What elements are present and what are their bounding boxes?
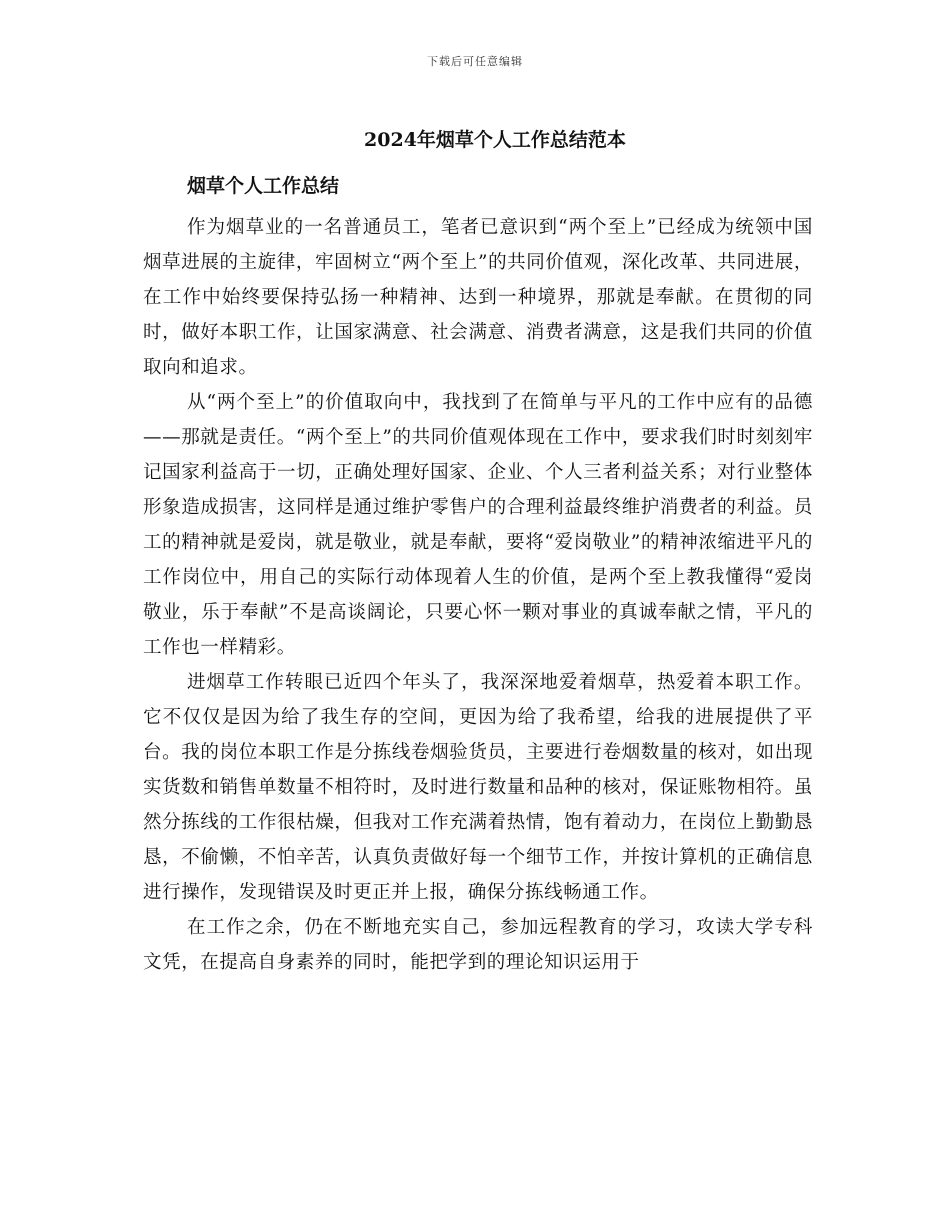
paragraph-4: 在工作之余，仍在不断地充实自己，参加远程教育的学习，攻读大学专科文凭，在提高自身素养的同时，能把学到的理论知识运用于 [143, 917, 813, 973]
paragraph-3: 进烟草工作转眼已近四个年头了，我深深地爱着烟草，热爱着本职工作。它不仅仅是因为给了我生存的空间，更因为给了我希望，给我的进展提供了平台。我的岗位本职工作是分拣线卷烟验货员，主要进行卷烟数量的核对，如出现实货数和销售单数量不相符时，及时进行数量和品种的核对，保证账物相符。虽然分拣线的工作很枯燥，但我对工作充满着热情，饱有着动力，在岗位上勤勤恳恳，不偷懒，不怕辛苦，认真负责做好每一个细节工作，并按计算机的正确信息进行操作，发现错误及时更正并上报，确保分拣线畅通工作。 [143, 672, 813, 903]
header-note: 下载后可任意编辑 [427, 55, 523, 68]
section-heading: 烟草个人工作总结 [187, 175, 340, 197]
document-body [143, 170, 813, 980]
paragraph-2: 从“两个至上”的价值取向中，我找到了在简单与平凡的工作中应有的品德——那就是责任。“两个至上”的共同价值观体现在工作中，要求我们时时刻刻牢记国家利益高于一切，正确处理好国家、企业、个人三者利益关系；对行业整体形象造成损害，这同样是通过维护零售户的合理利益最终维护消费者的利益。员工的精神就是爱岗，就是敬业，就是奉献，要将“爱岗敬业”的精神浓缩进平凡的工作岗位中，用自己的实际行动体现着人生的价值，是两个至上教我懂得“爱岗敬业，乐于奉献”不是高谈阔论，只要心怀一颗对事业的真诚奉献之情，平凡的工作也一样精彩。 [143, 392, 813, 658]
document-title: 2024年烟草个人工作总结范本 [364, 129, 626, 151]
paragraph-1: 作为烟草业的一名普通员工，笔者已意识到“两个至上”已经成为统领中国烟草进展的主旋律，牢固树立“两个至上”的共同价值观，深化改革、共同进展，在工作中始终要保持弘扬一种精神、达到一种境界，那就是奉献。在贯彻的同时，做好本职工作，让国家满意、社会满意、消费者满意，这是我们共同的价值取向和追求。 [143, 217, 813, 378]
